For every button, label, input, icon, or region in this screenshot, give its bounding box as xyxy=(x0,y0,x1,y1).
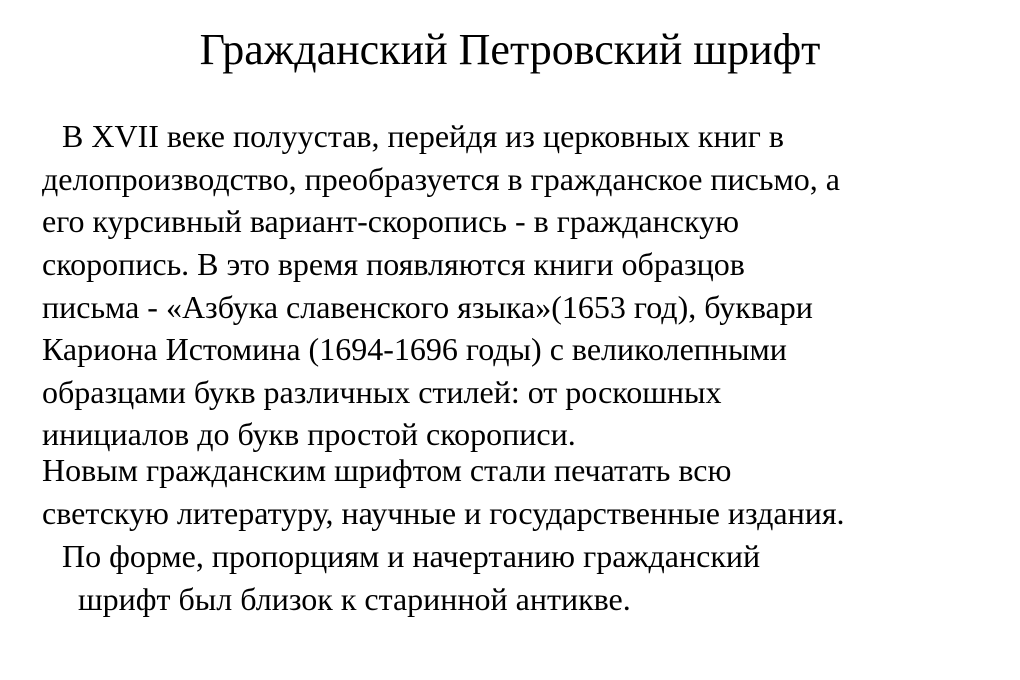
slide-title: Гражданский Петровский шрифт xyxy=(199,25,821,74)
text-line: В XVII веке полуустав, перейдя из церковных книг в xyxy=(62,118,784,154)
text-line: светскую литературу, научные и государственные издания. xyxy=(42,495,845,531)
text-line: инициалов до букв простой скорописи. xyxy=(42,416,576,452)
text-line: шрифт был близок к старинной антикве. xyxy=(78,581,631,617)
text-line: Кариона Истомина (1694-1696 годы) с великолепными xyxy=(42,331,787,367)
text-line: письма - «Азбука славенского языка»(1653 год), буквари xyxy=(42,289,813,325)
text-line: По форме, пропорциям и начертанию гражданский xyxy=(62,538,761,574)
text-line: делопроизводство, преобразуется в гражданское письмо, а xyxy=(42,161,840,197)
text-line: скоропись. В это время появляются книги образцов xyxy=(42,246,745,282)
text-line: Новым гражданским шрифтом стали печатать всю xyxy=(42,452,732,488)
text-line: его курсивный вариант-скоропись - в гражданскую xyxy=(42,203,739,239)
text-line: образцами букв различных стилей: от роскошных xyxy=(42,374,722,410)
